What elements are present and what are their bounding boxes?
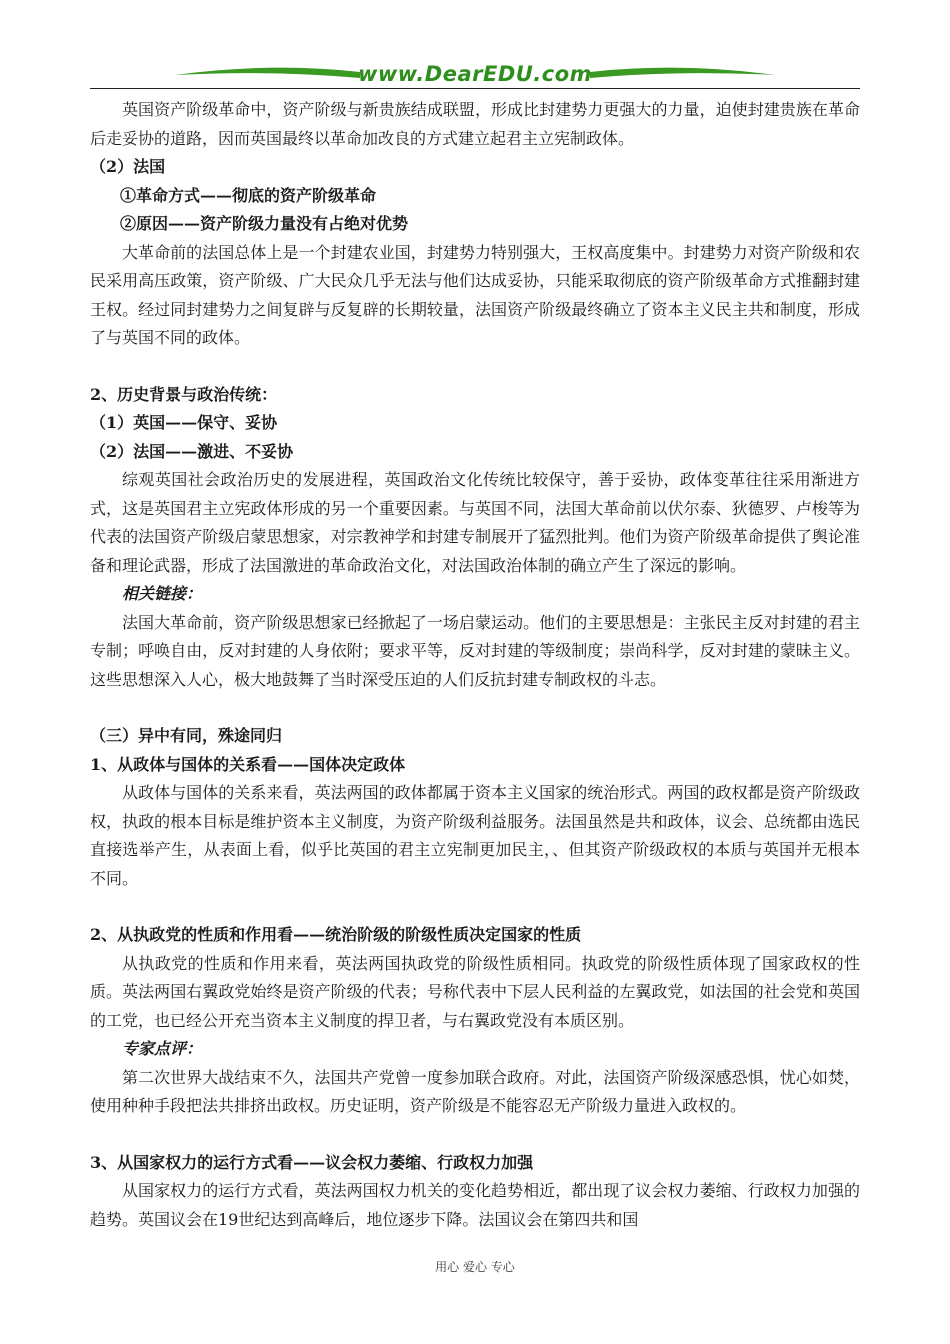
- sub-heading: ②原因——资产阶级力量没有占绝对优势: [120, 214, 409, 233]
- paragraph-gap: [90, 353, 860, 381]
- paragraph-gap: [90, 1121, 860, 1149]
- note-label: 专家点评：: [122, 1039, 203, 1058]
- section-heading: 2、从执政党的性质和作用看——统治阶级的阶级性质决定国家的性质: [90, 925, 582, 944]
- paragraph-gap: [90, 893, 860, 921]
- section-heading: （1）英国——保守、妥协: [90, 413, 278, 432]
- section-heading: 2、历史背景与政治传统：: [90, 384, 278, 404]
- body-paragraph: 从政体与国体的关系来看，英法两国的政体都属于资本主义国家的统治形式。两国的政权都是资产阶级政权，执政的根本目标是维护资本主义制度，为资产阶级利益服务。法国虽然是共和政体，议会、总统都由选民直接选举产生，从表面上看，似乎比英国的君主立宪制更加民主，、但其资产阶级政权的本质与英国并无根本不同。: [90, 783, 860, 888]
- section-heading: 3、从国家权力的运行方式看——议会权力萎缩、行政权力加强: [90, 1152, 534, 1172]
- body-paragraph: 大革命前的法国总体上是一个封建农业国，封建势力特别强大，王权高度集中。封建势力对资产阶级和农民采用高压政策，资产阶级、广大民众几乎无法与他们达成妥协，只能采取彻底的资产阶级革命方式推翻封建王权。经过同封建势力之间复辟与反复辟的长期较量，法国资产阶级最终确立了资本主义民主共和制度，形成了与英国不同的政体。: [90, 242, 860, 347]
- body-paragraph: 从执政党的性质和作用来看，英法两国执政党的阶级性质相同。执政党的阶级性质体现了国家政权的性质。英法两国右翼政党始终是资产阶级的代表；号称代表中下层人民利益的左翼政党，如法国的社会党和英国的工党，也已经公开充当资本主义制度的捍卫者，与右翼政党没有本质区别。: [90, 953, 860, 1030]
- document-body: [90, 96, 860, 1234]
- paragraph-gap: [90, 694, 860, 722]
- site-logo-text[interactable]: www.DearEDU.com: [357, 62, 593, 86]
- section-heading: 1、从政体与国体的关系看——国体决定政体: [90, 754, 406, 774]
- body-paragraph: 从国家权力的运行方式看，英法两国权力机关的变化趋势相近，都出现了议会权力萎缩、行政权力加强的趋势。英国议会在19世纪达到高峰后，地位逐步下降。法国议会在第四共和国: [90, 1181, 860, 1229]
- body-paragraph: 英国资产阶级革命中，资产阶级与新贵族结成联盟，形成比封建势力更强大的力量，迫使封建贵族在革命后走妥协的道路，因而英国最终以革命加改良的方式建立起君主立宪制政体。: [90, 100, 860, 148]
- section-heading: （2）法国: [90, 157, 166, 176]
- body-paragraph: 第二次世界大战结束不久，法国共产党曾一度参加联合政府。对此，法国资产阶级深感恐惧，忧心如焚，使用种种手段把法共排挤出政权。历史证明，资产阶级是不能容忍无产阶级力量进入政权的。: [90, 1067, 860, 1115]
- body-paragraph: 综观英国社会政治历史的发展进程，英国政治文化传统比较保守，善于妥协，政体变革往往采用渐进方式，这是英国君主立宪政体形成的另一个重要因素。与英国不同，法国大革命前以伏尔泰、狄德罗、卢梭等为代表的法国资产阶级启蒙思想家，对宗教神学和封建专制展开了猛烈批判。他们为资产阶级革命提供了舆论准备和理论武器，形成了法国激进的革命政治文化，对法国政治体制的确立产生了深远的影响。: [90, 470, 860, 575]
- page-footer: 用心 爱心 专心: [435, 1260, 515, 1274]
- body-paragraph: 法国大革命前，资产阶级思想家已经掀起了一场启蒙运动。他们的主要思想是：主张民主反对封建的君主专制；呼唤自由，反对封建的人身依附；要求平等，反对封建的等级制度；崇尚科学，反对封建的蒙昧主义。这些思想深入人心，极大地鼓舞了当时深受压迫的人们反抗封建专制政权的斗志。: [90, 612, 860, 689]
- sub-heading: ①革命方式——彻底的资产阶级革命: [120, 185, 377, 205]
- section-heading: （2）法国——激进、不妥协: [90, 441, 294, 461]
- site-header: [90, 60, 860, 90]
- section-heading: （三）异中有同，殊途同归: [90, 726, 283, 745]
- note-label: 相关链接：: [122, 584, 203, 603]
- header-rule: [90, 88, 860, 89]
